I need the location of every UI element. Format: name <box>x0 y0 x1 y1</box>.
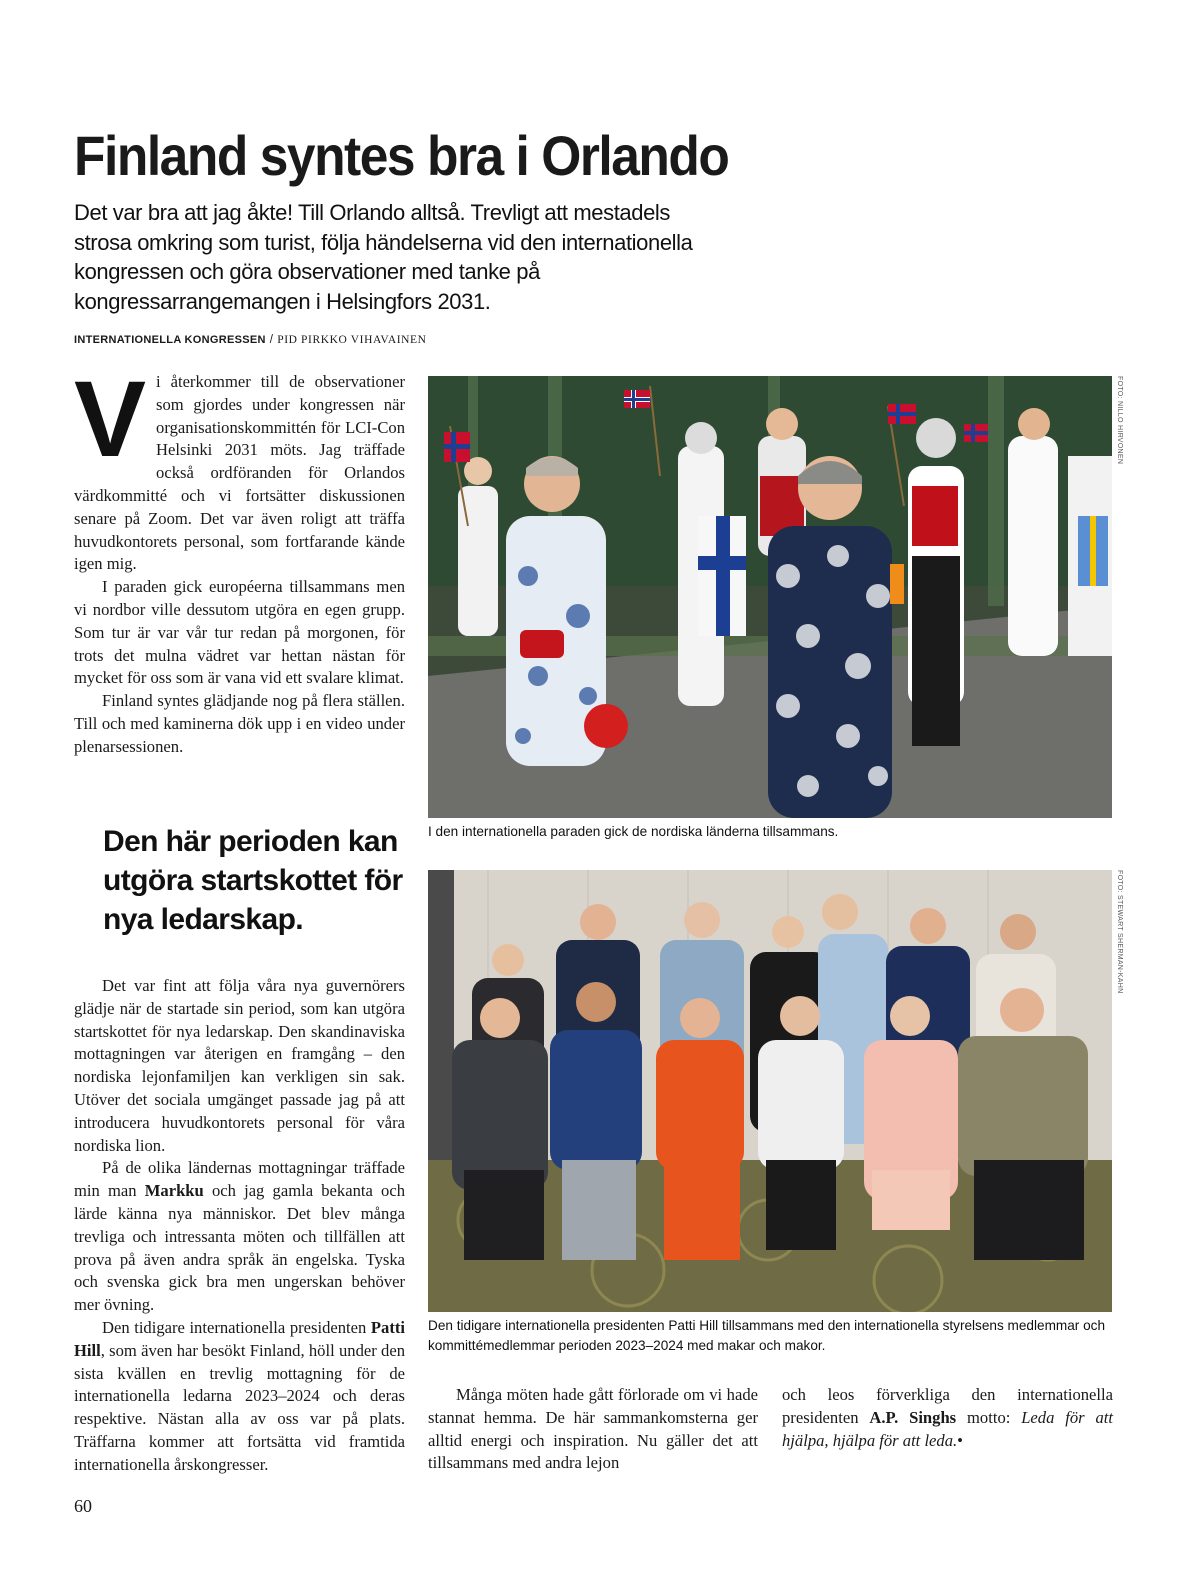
article-lead: Det var bra att jag åkte! Till Orlando alltså. Trevligt att mestadels strosa omkring som turist, följa händelserna vid den internationella kongressen och göra observationer med tanke på kongressarrangemangen i Helsingfors 2031. <box>74 200 693 314</box>
page-number: 60 <box>74 1496 92 1516</box>
paragraph-text: i återkommer till de observationer som gjordes under kongressen när organisationskommittén för LCI-Con Helsinki 2031 möts. Jag träffade också ordföranden för Orlandos värdkommitté och vi fortsätter diskussionen senare på Zoom. Det var även roligt att träffa huvudkontorets personal, som fortfarande kände igen mig. <box>74 372 405 574</box>
paragraph-text: motto: <box>956 1407 1022 1427</box>
section-label: INTERNATIONELLA KONGRESSEN <box>74 334 266 346</box>
photo-credit: FOTO: NILLO HIRVONEN <box>1116 376 1123 465</box>
page-title: Finland syntes bra i Orlando <box>74 124 729 187</box>
paragraph-text: , som även har besökt Finland, höll under den sista kvällen en trevlig mottagning för de internationella ledarna 2023–2024 och deras respektive. Nästan alla av oss var på plats. Träffarna kommer att fortsätta vid framtida internationella årskongresser. <box>74 1340 405 1474</box>
article-column-2 <box>428 1384 758 1475</box>
paragraph <box>74 358 405 576</box>
paragraph <box>782 1384 1113 1452</box>
drop-cap: V <box>74 358 147 479</box>
byline-separator: / <box>269 334 274 346</box>
paragraph-text: och leos förverkliga den internationella presidenten <box>782 1385 1113 1427</box>
parade-photo <box>428 376 1112 818</box>
photo-caption: Den tidigare internationella presidenten Patti Hill tillsammans med den internationella styrelsens medlemmar och kommittémedlemmar perioden 2023–2024 med makar och makor. <box>428 1318 1105 1353</box>
paragraph-text: Den tidigare internationella presidenten <box>102 1317 371 1337</box>
group-photo <box>428 870 1112 1312</box>
paragraph <box>74 1157 405 1317</box>
paragraph: I paraden gick européerna tillsammans men vi nordbor ville dessutom utgöra en egen grupp. Som tur är var vår tur redan på morgonen, för trots det mulna vädret var hettan nästan för mycket för oss som är vana vid ett svalare klimat. <box>74 577 405 688</box>
person-name: Patti Hill <box>74 1317 405 1360</box>
paragraph <box>74 1317 405 1477</box>
byline <box>74 334 427 346</box>
end-mark: • <box>957 1430 963 1450</box>
person-name: A.P. Singhs <box>869 1407 957 1427</box>
paragraph: Många möten hade gått förlorade om vi hade stannat hemma. De här sammankomsterna ger alltid energi och inspiration. Nu gäller det att tillsammans med andra lejon <box>428 1385 758 1473</box>
paragraph-text: och jag gamla bekanta och lärde känna nya människor. Det blev många trevliga och intressanta möten och tillfällen att prova på även andra språk än engelska. Tyska och svenska gick bra men ungerskan behöver mer övning. <box>74 1181 405 1315</box>
person-name: Markku <box>144 1181 204 1201</box>
article-column-1-bottom <box>74 975 405 1477</box>
motto: Leda för att hjälpa, hjälpa för att leda. <box>782 1407 1113 1450</box>
article-column-3 <box>782 1384 1113 1452</box>
photo-caption: I den internationella paraden gick de nordiska länderna tillsammans. <box>428 824 839 839</box>
author-name: PID PIRKKO VIHAVAINEN <box>277 334 427 346</box>
pull-quote: Den här perioden kan utgöra startskottet för nya ledarskap. <box>103 825 403 936</box>
group-photo-illustration <box>428 870 1112 1312</box>
paragraph: Finland syntes glädjande nog på flera ställen. Till och med kaminerna dök upp i en video under plenarsessionen. <box>74 691 405 756</box>
parade-photo-illustration <box>428 376 1112 818</box>
photo-credit: FOTO: STEWART SHERMAN-KAHN <box>1116 870 1123 994</box>
paragraph-text: På de olika ländernas mottagningar träffade min man <box>74 1158 405 1201</box>
paragraph: Det var fint att följa våra nya guvernörers glädje när de startade sin period, som kan utgöra startskottet för nya ledarskap. Den skandinaviska mottagningen var återigen en framgång – den nordiska lejonfamiljen kan verkligen sin sak. Utöver det sociala umgänget passade jag på att introducera huvudkontorets personal för våra nordiska lion. <box>74 976 405 1155</box>
article-column-1-top <box>74 358 405 759</box>
